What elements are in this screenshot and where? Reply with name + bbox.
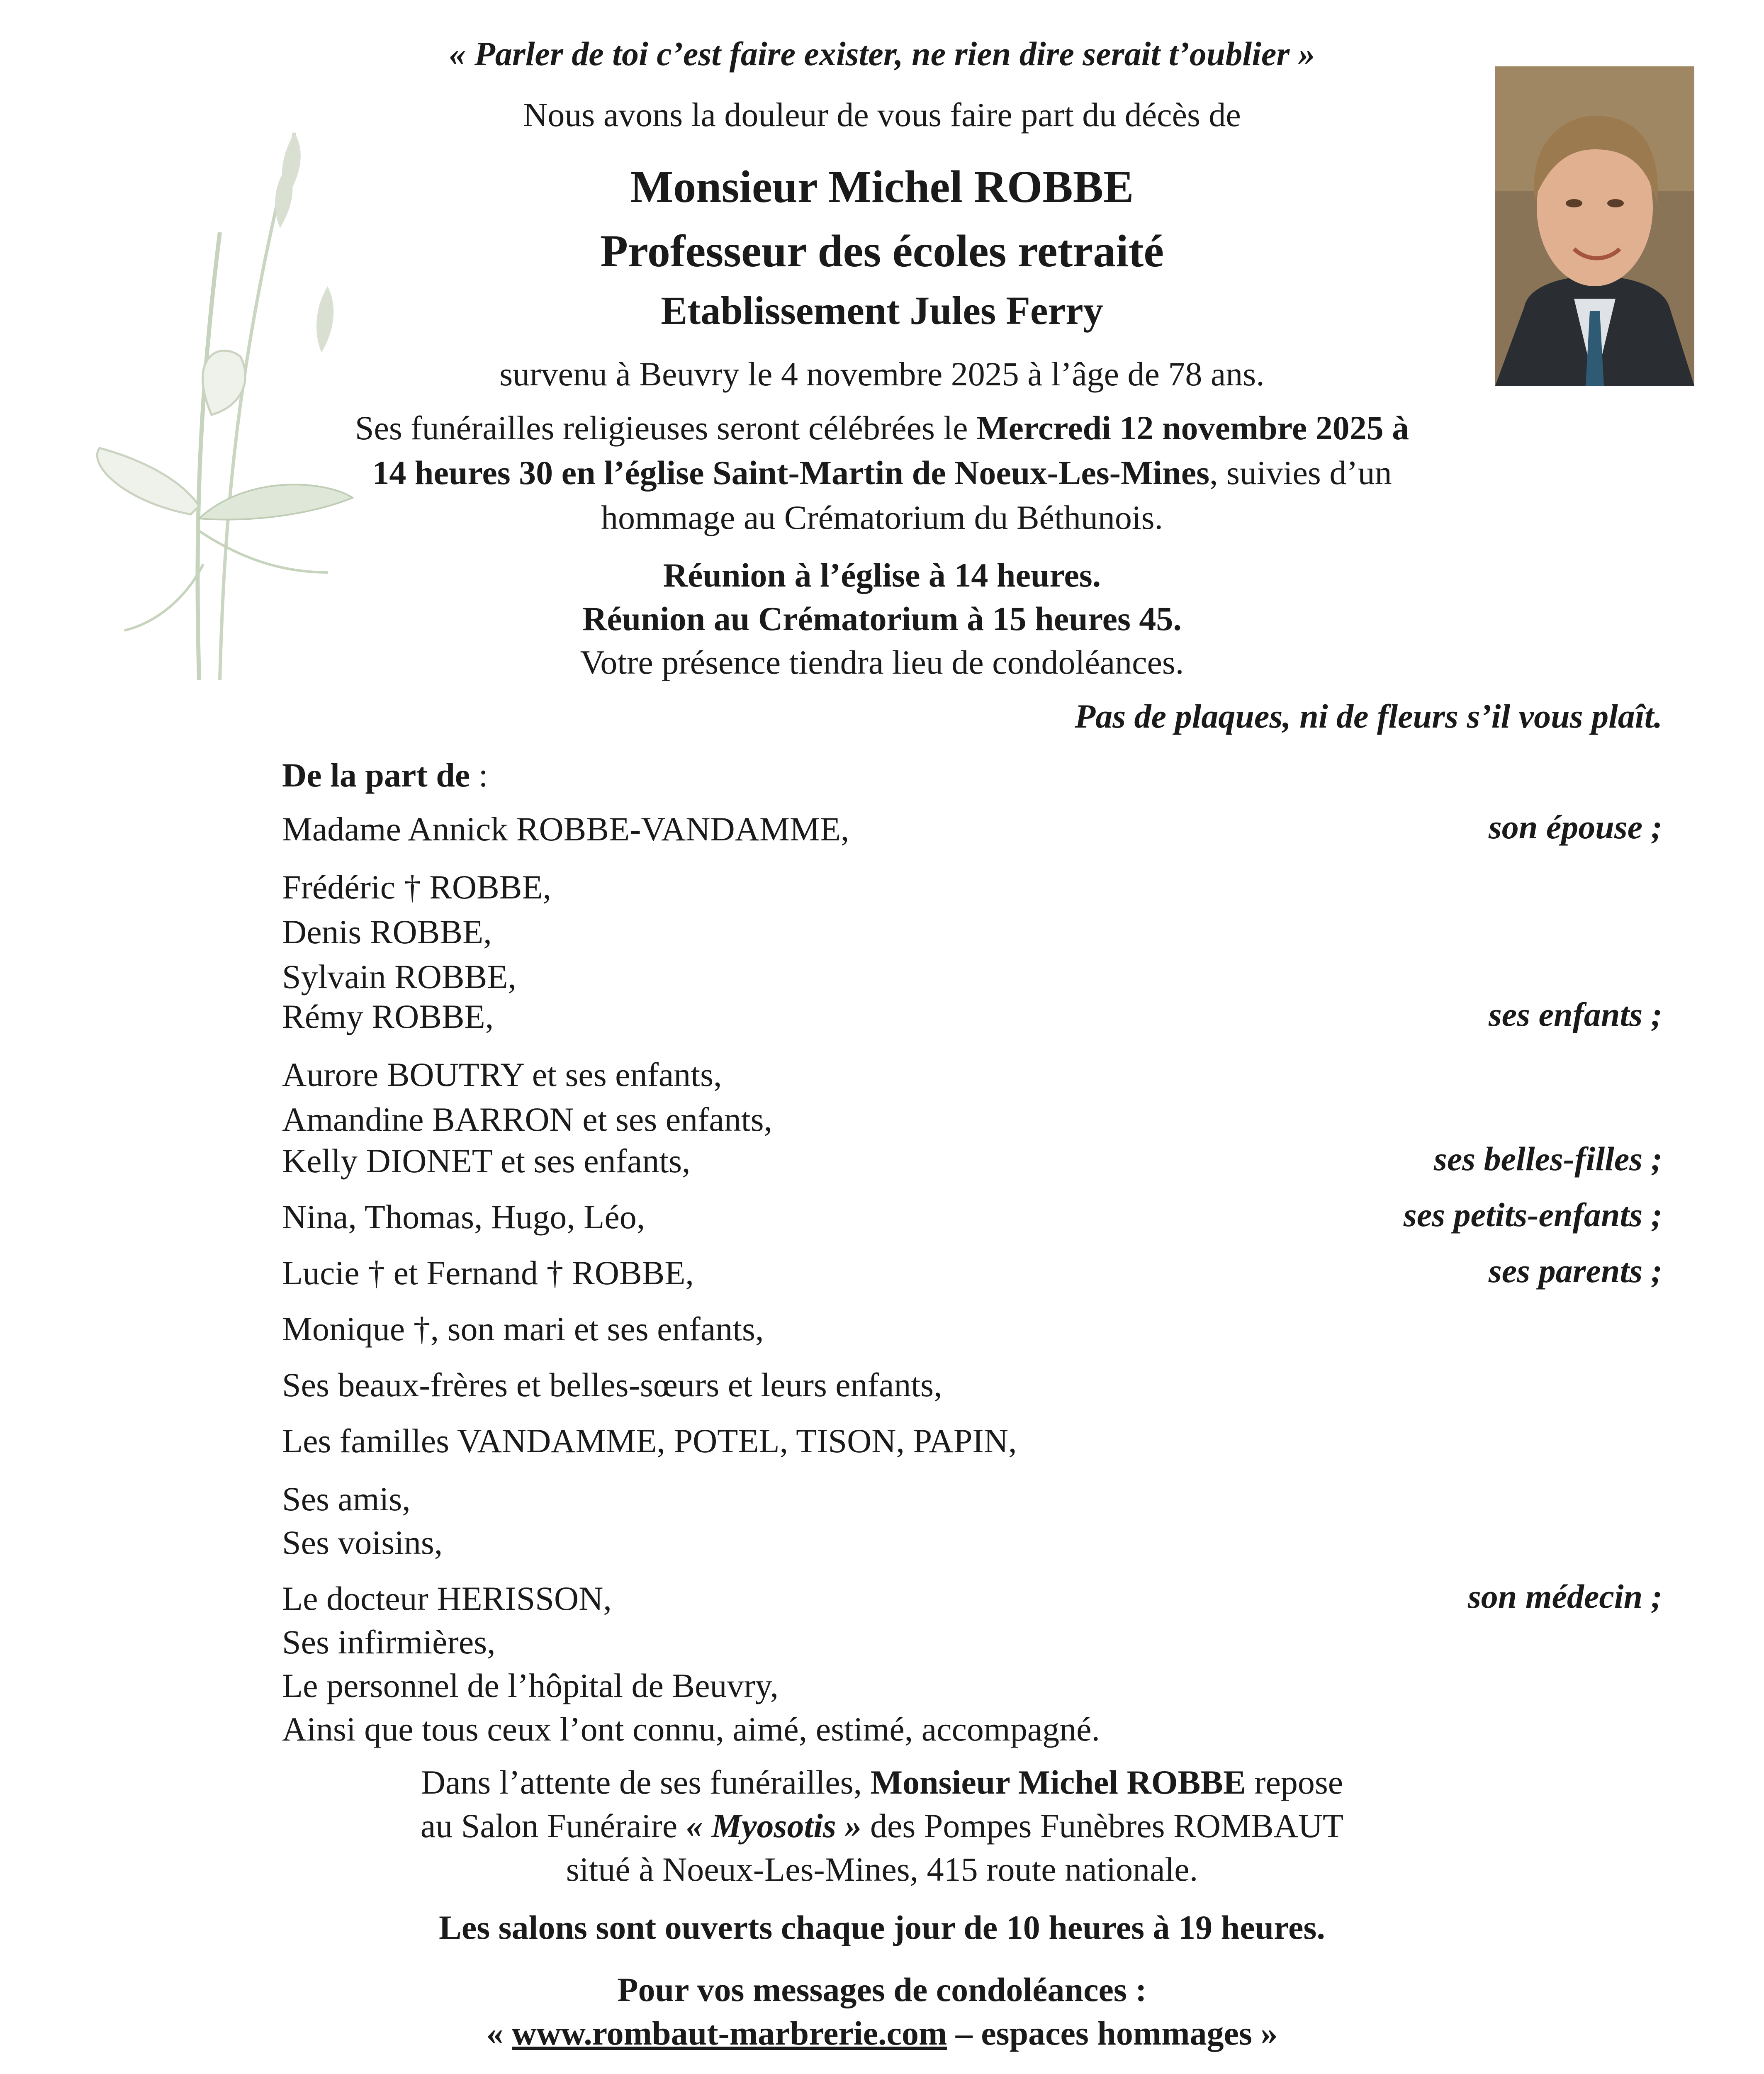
- family-line: Ses infirmières,: [282, 1623, 496, 1661]
- funeral-line-3: hommage au Crématorium du Béthunois.: [601, 499, 1163, 536]
- death-info: survenu à Beuvry le 4 novembre 2025 à l’âge de 78 ans.: [499, 355, 1265, 393]
- family-line: Amandine BARRON et ses enfants,: [282, 1100, 772, 1138]
- family-line: Rémy ROBBE,: [282, 998, 494, 1035]
- relation-label: son épouse ;: [1488, 808, 1662, 846]
- relation-label: ses petits-enfants ;: [1403, 1196, 1662, 1234]
- family-line: Denis ROBBE,: [282, 913, 492, 951]
- crematorium-meeting: Réunion au Crématorium à 15 heures 45.: [582, 600, 1182, 638]
- church-meeting: Réunion à l’église à 14 heures.: [663, 556, 1101, 594]
- deceased-title: Professeur des écoles retraité: [600, 226, 1164, 276]
- rest-line-1: Dans l’attente de ses funérailles, Monsieur Michel ROBBE repose: [421, 1763, 1343, 1801]
- family-line: Le docteur HERISSON,: [282, 1580, 612, 1617]
- relation-label: ses enfants ;: [1488, 996, 1662, 1033]
- website-link[interactable]: www.rombaut-marbrerie.com: [512, 2014, 947, 2052]
- relation-label: ses parents ;: [1488, 1252, 1662, 1290]
- family-line: Madame Annick ROBBE-VANDAMME,: [282, 810, 849, 848]
- announcement-intro: Nous avons la douleur de vous faire part du décès de: [523, 96, 1241, 134]
- school-name: Etablissement Jules Ferry: [661, 288, 1103, 333]
- messages-website: « www.rombaut-marbrerie.com – espaces hommages »: [486, 2014, 1278, 2052]
- messages-label: Pour vos messages de condoléances :: [617, 1971, 1147, 2008]
- deceased-name: Monsieur Michel ROBBE: [630, 161, 1134, 212]
- salon-hours: Les salons sont ouverts chaque jour de 10 heures à 19 heures.: [439, 1908, 1325, 1946]
- family-line: Frédéric † ROBBE,: [282, 868, 552, 906]
- funeral-line-2: 14 heures 30 en l’église Saint-Martin de Noeux-Les-Mines, suivies d’un: [372, 454, 1392, 492]
- family-line: Lucie † et Fernand † ROBBE,: [282, 1254, 694, 1292]
- no-flowers-note: Pas de plaques, ni de fleurs s’il vous plaît.: [1075, 697, 1662, 735]
- family-line: Ses amis,: [282, 1480, 411, 1518]
- family-line: Ainsi que tous ceux l’ont connu, aimé, estimé, accompagné.: [282, 1710, 1100, 1748]
- family-line: Ses voisins,: [282, 1524, 443, 1561]
- family-line: Aurore BOUTRY et ses enfants,: [282, 1056, 722, 1093]
- family-line: Monique †, son mari et ses enfants,: [282, 1310, 764, 1348]
- memorial-quote: « Parler de toi c’est faire exister, ne rien dire serait t’oublier »: [449, 35, 1315, 73]
- relation-label: son médecin ;: [1467, 1577, 1662, 1615]
- relation-label: ses belles-filles ;: [1433, 1140, 1662, 1178]
- condolences-note: Votre présence tiendra lieu de condoléances.: [580, 643, 1184, 681]
- family-line: Nina, Thomas, Hugo, Léo,: [282, 1198, 645, 1236]
- family-line: Sylvain ROBBE,: [282, 958, 516, 996]
- family-line: Ses beaux-frères et belles-sœurs et leurs enfants,: [282, 1366, 942, 1404]
- family-line: Le personnel de l’hôpital de Beuvry,: [282, 1667, 779, 1704]
- family-line: Kelly DIONET et ses enfants,: [282, 1142, 691, 1180]
- rest-line-2: au Salon Funéraire « Myosotis » des Pompes Funèbres ROMBAUT: [420, 1807, 1344, 1845]
- from-label: De la part de :: [282, 756, 488, 794]
- rest-line-3: situé à Noeux-Les-Mines, 415 route nationale.: [566, 1850, 1198, 1888]
- funeral-line-1: Ses funérailles religieuses seront célébrées le Mercredi 12 novembre 2025 à: [355, 409, 1409, 447]
- family-line: Les familles VANDAMME, POTEL, TISON, PAPIN,: [282, 1422, 1017, 1460]
